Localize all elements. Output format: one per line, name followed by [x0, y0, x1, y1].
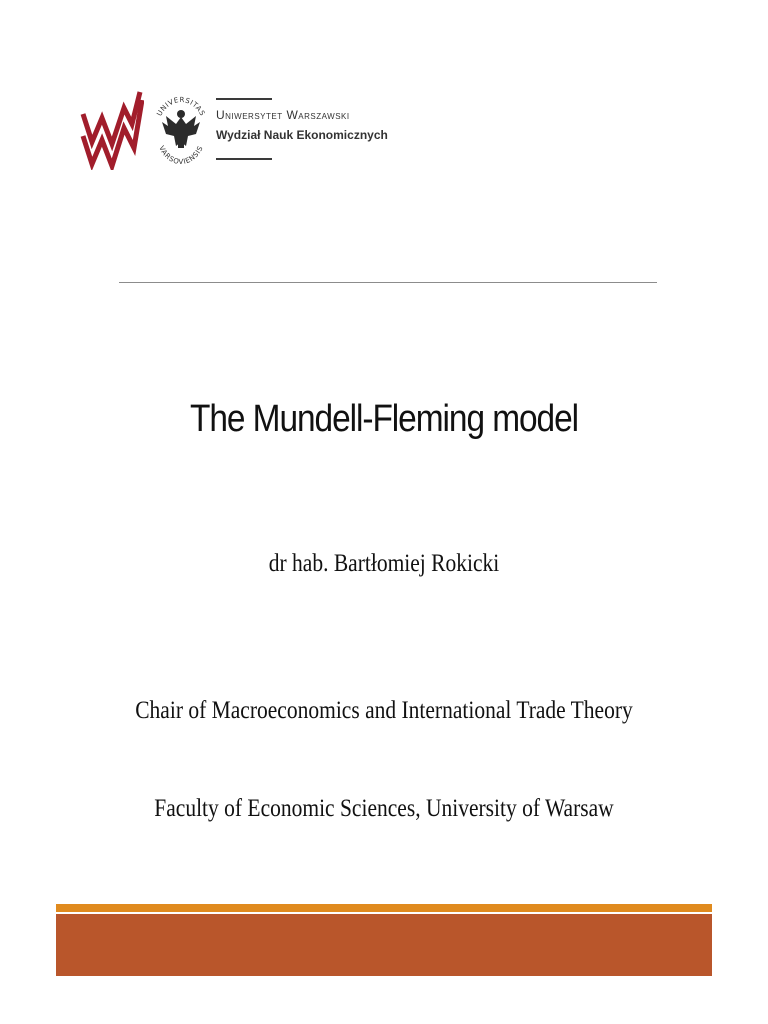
slide-chair: Chair of Macroeconomics and International Trade Theory [135, 697, 633, 724]
university-wordmark [216, 96, 416, 162]
footer-bar [56, 904, 712, 976]
wne-logo-icon [80, 90, 144, 170]
slide-title: The Mundell-Fleming model [189, 398, 579, 440]
footer-band [56, 914, 712, 976]
slide-author: dr hab. Bartłomiej Rokicki [268, 550, 500, 577]
footer-stripe [56, 904, 712, 912]
header-divider [119, 282, 657, 283]
university-seal-icon [150, 86, 212, 172]
faculty-name-header: Wydział Nauk Ekonomicznych [216, 128, 388, 142]
slide-faculty: Faculty of Economic Sciences, University of Warsaw [154, 795, 614, 822]
wordmark-rule-bottom [216, 158, 272, 160]
wordmark-rule-top [216, 98, 272, 100]
seal-text-bottom: VARSOVIENSIS [157, 144, 205, 167]
university-name: Uniwersytet Warszawski [216, 108, 350, 122]
seal-text-top: UNIVERSITAS [155, 95, 207, 118]
